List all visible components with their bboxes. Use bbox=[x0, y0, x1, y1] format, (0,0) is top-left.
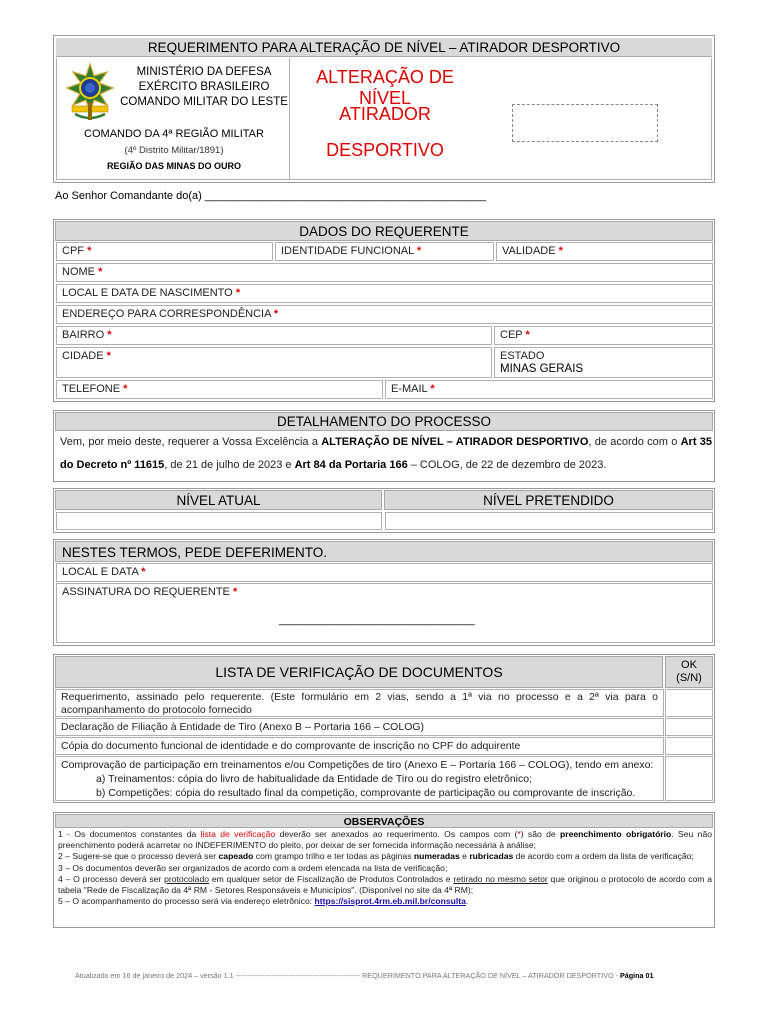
header-left-panel bbox=[56, 58, 290, 180]
brazil-coat-of-arms-icon bbox=[63, 62, 117, 126]
identidade-field[interactable] bbox=[275, 242, 494, 261]
cpf-label: CPF bbox=[62, 245, 84, 257]
required-mark: * bbox=[558, 245, 563, 257]
army-name: EXÉRCITO BRASILEIRO bbox=[138, 81, 270, 93]
cidade-field[interactable] bbox=[56, 347, 492, 378]
identidade-label: IDENTIDADE FUNCIONAL bbox=[281, 245, 414, 257]
addressee-line[interactable]: Ao Senhor Comandante do(a) ______________________________________________ bbox=[55, 190, 487, 202]
protocol-stamp-area[interactable] bbox=[512, 104, 658, 142]
checklist-ok-3[interactable] bbox=[665, 737, 713, 755]
checklist-ok-4[interactable] bbox=[665, 756, 713, 801]
processo-text: Vem, por meio deste, requerer a Vossa Excelência a ALTERAÇÃO DE NÍVEL – ATIRADOR DESPORTIVO, de acordo com o Art 35 do Decreto nº 11615, de 21 de julho de 2023 e Art 84 da Portaria 166 – COLOG, de 22 de dezembro de 2023. bbox=[60, 436, 712, 471]
page-number: Página 01 bbox=[619, 971, 654, 980]
estado-field bbox=[494, 347, 713, 378]
deferimento-heading: NESTES TERMOS, PEDE DEFERIMENTO. bbox=[55, 541, 713, 562]
cep-label: CEP bbox=[500, 329, 523, 341]
required-mark: * bbox=[525, 329, 530, 341]
assinatura-label: ASSINATURA DO REQUERENTE bbox=[62, 586, 230, 598]
footer: Atualizado em 16 de janeiro de 2024 – versão 1.1 ---------------------------------------------------- REQUERIMENTO PARA ALTERAÇÃO DE NÍVEL – ATIRADOR DESPORTIVO - Página 01 bbox=[75, 971, 654, 980]
telefone-label: TELEFONE bbox=[62, 383, 121, 395]
region-name: REGIÃO DAS MINAS DO OURO bbox=[106, 161, 241, 171]
bairro-label: BAIRRO bbox=[62, 329, 105, 341]
checklist-item-2: Declaração de Filiação à Entidade de Tiro (Anexo B – Portaria 166 – COLOG) bbox=[55, 718, 664, 736]
nivel-atual-input[interactable] bbox=[56, 512, 382, 530]
requerente-heading: DADOS DO REQUERENTE bbox=[55, 221, 713, 241]
required-mark: * bbox=[107, 329, 112, 341]
email-field[interactable] bbox=[385, 380, 713, 399]
required-mark: * bbox=[141, 566, 146, 578]
telefone-field[interactable] bbox=[56, 380, 383, 399]
lista-heading: LISTA DE VERIFICAÇÃO DE DOCUMENTOS bbox=[55, 656, 663, 688]
big-title-line3: DESPORTIVO bbox=[326, 140, 444, 160]
local-nascimento-label: LOCAL E DATA DE NASCIMENTO bbox=[62, 287, 233, 299]
assinatura-field[interactable] bbox=[56, 583, 713, 643]
validade-field[interactable] bbox=[496, 242, 713, 261]
checklist-item-1: Requerimento, assinado pelo requerente. (Este formulário em 2 vias, sendo a 1ª via no processo e a 2ª via para o acompanhamento do protocolo fornecido bbox=[55, 689, 664, 717]
email-label: E-MAIL bbox=[391, 383, 428, 395]
checklist-item-3: Cópia do documento funcional de identidade e do comprovante de inscrição no CPF do adquirente bbox=[55, 737, 664, 755]
command-east-name: COMANDO MILITAR DO LESTE bbox=[120, 96, 288, 108]
signature-line: ________________________________ bbox=[279, 614, 475, 626]
local-data-label: LOCAL E DATA bbox=[62, 566, 139, 578]
checklist-ok-2[interactable] bbox=[665, 718, 713, 736]
required-mark: * bbox=[430, 383, 435, 395]
required-mark: * bbox=[98, 266, 103, 278]
big-title-line1: ALTERAÇÃO DE NÍVEL bbox=[316, 67, 454, 108]
cidade-label: CIDADE bbox=[62, 350, 104, 362]
ok-header: OK (S/N) bbox=[665, 656, 713, 688]
observacoes-text: 1 - Os documentos constantes da lista de verificação deverão ser anexados ao requerimento. Os campos com (*) são de preenchimento obrigatório. Seu não preenchimento poderá acarretar no INDEFERIMENTO do pleito, por deixar de ser fornecida informação necessária à análise; 2 – Sugere-se que o processo deverá ser capeado com grampo trilho e ter todas as páginas numeradas e rubricadas de acordo com a ordem da lista de verificação; 3 – Os documentos deverão ser organizados de acordo com a ordem elencada na lista de verificação; 4 – O processo deverá ser protocolado em qualquer setor de Fiscalização de Produtos Controlados e retirado no mesmo setor que originou o protocolo de acordo com a tabela "Rede de Fiscalização da 4ª RM - Setores Responsáveis e Municípios". (Disponível no site da 4ª RM); 5 – O acompanhamento do processo será via endereço eletrônico: https://sisprot.4rm.eb.mil.br/consulta. bbox=[58, 829, 713, 907]
header-right-panel bbox=[290, 58, 712, 180]
required-mark: * bbox=[273, 308, 279, 320]
nome-label: NOME bbox=[62, 266, 95, 278]
endereco-label: ENDEREÇO PARA CORRESPONDÊNCIA bbox=[62, 308, 271, 320]
required-mark: * bbox=[87, 245, 92, 257]
required-mark: * bbox=[232, 586, 238, 598]
regional-command-name: COMANDO DA 4ª REGIÃO MILITAR bbox=[84, 128, 264, 140]
local-data-field[interactable] bbox=[56, 563, 713, 582]
cep-field[interactable] bbox=[494, 326, 713, 345]
big-title-line2: ATIRADOR bbox=[339, 104, 431, 124]
nivel-pretendido-input[interactable] bbox=[385, 512, 713, 530]
estado-value: MINAS GERAIS bbox=[500, 363, 584, 375]
required-mark: * bbox=[235, 287, 241, 299]
header-block bbox=[53, 35, 715, 183]
form-title: REQUERIMENTO PARA ALTERAÇÃO DE NÍVEL – ATIRADOR DESPORTIVO bbox=[56, 38, 712, 57]
required-mark: * bbox=[106, 350, 111, 362]
district-name: (4º Distrito Militar/1891) bbox=[124, 145, 224, 156]
processo-heading: DETALHAMENTO DO PROCESSO bbox=[55, 412, 713, 431]
cpf-field[interactable] bbox=[56, 242, 273, 261]
sisprot-link[interactable]: https://sisprot.4rm.eb.mil.br/consulta bbox=[314, 896, 466, 907]
local-nascimento-field[interactable] bbox=[56, 284, 713, 303]
checklist-ok-1[interactable] bbox=[665, 689, 713, 717]
estado-label: ESTADO bbox=[500, 350, 545, 362]
ministry-name: MINISTÉRIO DA DEFESA bbox=[136, 66, 272, 78]
endereco-field[interactable] bbox=[56, 305, 713, 324]
bairro-field[interactable] bbox=[56, 326, 492, 345]
nome-field[interactable] bbox=[56, 263, 713, 282]
required-mark: * bbox=[123, 383, 128, 395]
checklist-item-4: Comprovação de participação em treinamentos e/ou Competições de tiro (Anexo E – Portaria 166 – COLOG), tendo em anexo: a) Treinamentos: cópia do livro de habitualidade da Entidade de Tiro ou do registro eletrônico; b) Competições: cópia do resultado final da competição, comprovante de participação ou comprovante de inscrição. bbox=[55, 756, 664, 801]
validade-label: VALIDADE bbox=[502, 245, 556, 257]
nivel-atual-heading: NÍVEL ATUAL bbox=[55, 490, 382, 510]
observacoes-heading: OBSERVAÇÕES bbox=[55, 814, 713, 828]
required-mark: * bbox=[416, 245, 422, 257]
nivel-pretendido-heading: NÍVEL PRETENDIDO bbox=[384, 490, 713, 510]
